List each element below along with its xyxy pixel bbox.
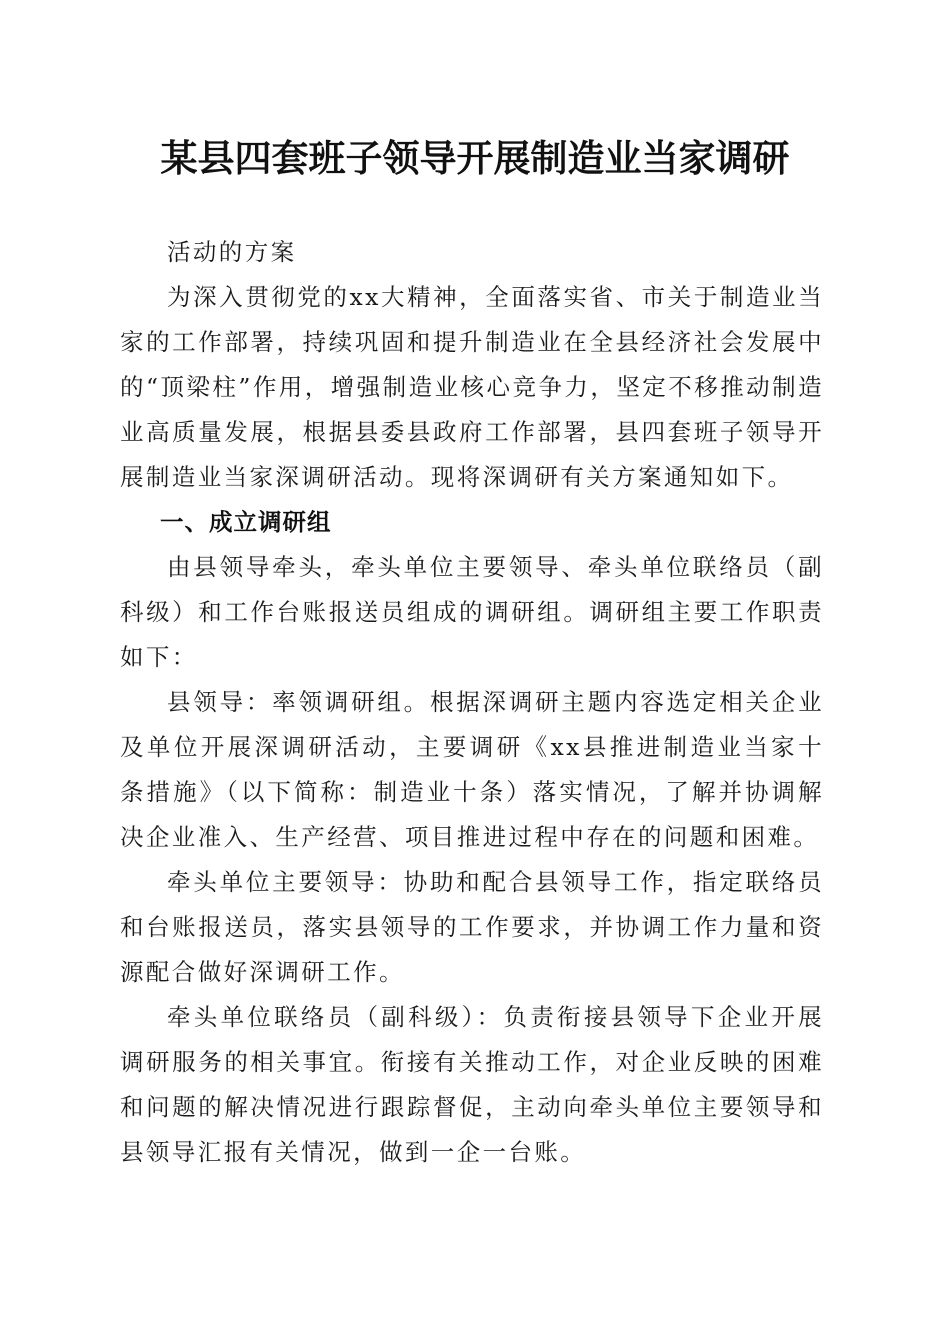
document-subtitle: 活动的方案 — [167, 238, 297, 266]
paragraph: 由县领导牵头，牵头单位主要领导、牵头单位联络员（副科级）和工作台账报送员组成的调研组。调研组主要工作职责如下： — [120, 553, 824, 671]
section-heading: 一、成立调研组 — [160, 508, 332, 536]
paragraph: 县领导：率领调研组。根据深调研主题内容选定相关企业及单位开展深调研活动，主要调研《xx县推进制造业当家十条措施》（以下简称：制造业十条）落实情况，了解并协调解决企业准入、生产经营、项目推进过程中存在的问题和困难。 — [120, 688, 824, 851]
intro-paragraph: 为深入贯彻党的xx大精神，全面落实省、市关于制造业当家的工作部署，持续巩固和提升制造业在全县经济社会发展中的“顶梁柱”作用，增强制造业核心竞争力，坚定不移推动制造业高质量发展，根据县委县政府工作部署，县四套班子领导开展制造业当家深调研活动。现将深调研有关方案通知如下。 — [120, 283, 824, 491]
document-title: 某县四套班子领导开展制造业当家调研 — [160, 136, 790, 180]
paragraph: 牵头单位联络员（副科级）：负责衔接县领导下企业开展调研服务的相关事宜。衔接有关推动工作，对企业反映的困难和问题的解决情况进行跟踪督促，主动向牵头单位主要领导和县领导汇报有关情况，做到一企一台账。 — [120, 1003, 824, 1166]
document-body — [120, 230, 824, 1175]
paragraph: 牵头单位主要领导：协助和配合县领导工作，指定联络员和台账报送员，落实县领导的工作要求，并协调工作力量和资源配合做好深调研工作。 — [120, 868, 824, 986]
